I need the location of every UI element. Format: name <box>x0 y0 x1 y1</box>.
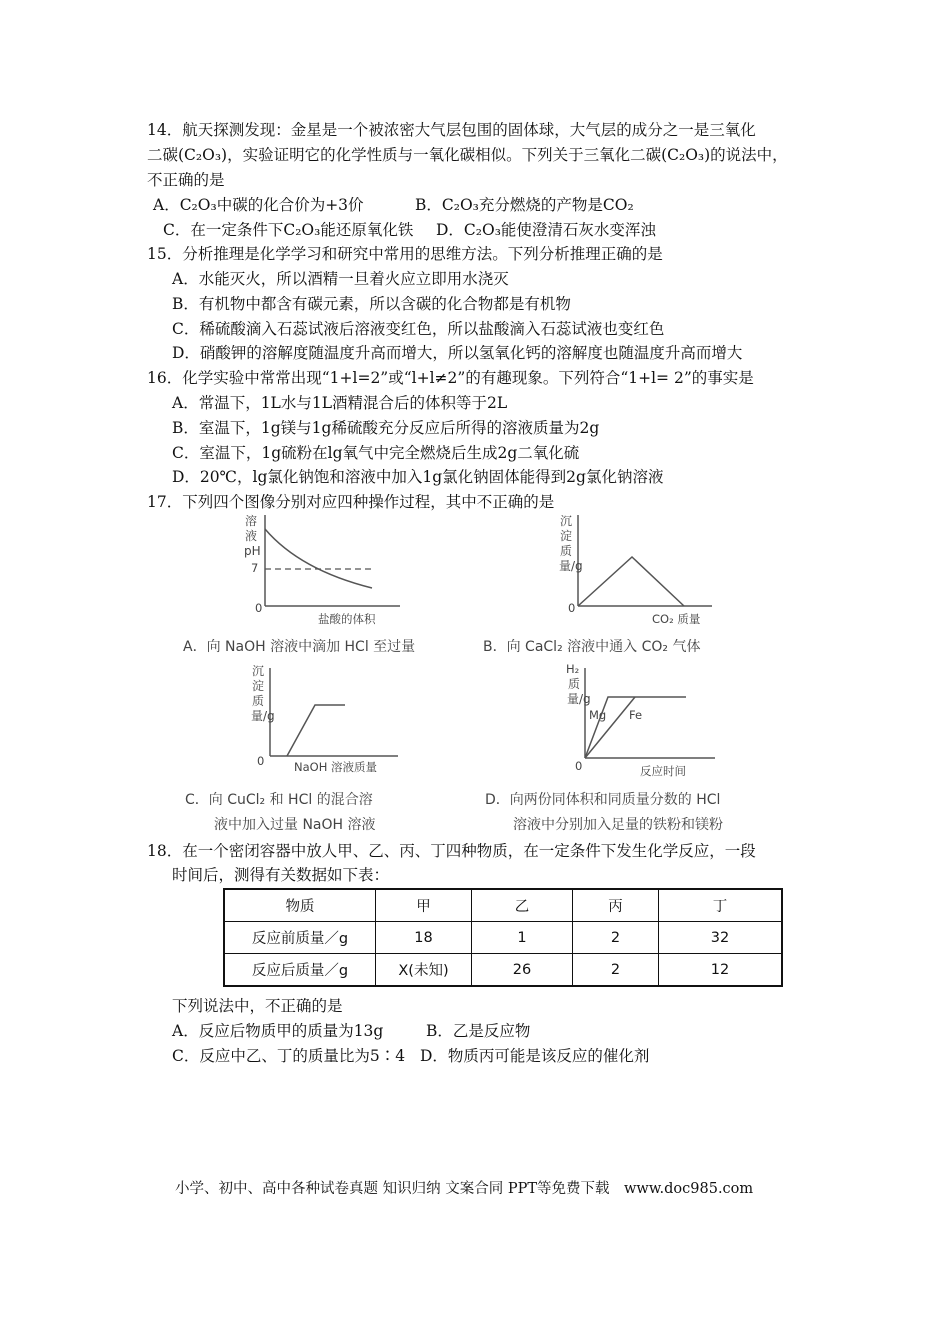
table-cell: 反应前质量／g <box>224 922 376 954</box>
table-header-cell: 乙 <box>472 889 573 922</box>
figure-b-caption: B．向 CaCl₂ 溶液中通入 CO₂ 气体 <box>483 639 701 655</box>
q14-option-a: A．C₂O₃中碳的化合价为+3价 <box>153 196 364 214</box>
figure-c-origin: 0 <box>257 754 265 768</box>
q14-option-d: D．C₂O₃能使澄清石灰水变浑浊 <box>436 221 656 239</box>
figure-d-xlabel: 反应时间 <box>640 764 686 778</box>
q16-option-a: A．常温下，1L水与1L酒精混合后的体积等于2L <box>172 394 508 412</box>
figure-a-ref-7: 7 <box>251 561 259 575</box>
figure-d-ylabel-top: H₂ <box>566 662 580 676</box>
q18-line-2: 时间后，测得有关数据如下表： <box>172 866 390 884</box>
table-cell: 反应后质量／g <box>224 954 376 987</box>
q18-line-1: 18．在一个密闭容器中放人甲、乙、丙、丁四种物质，在一定条件下发生化学反应，一段 <box>147 842 756 860</box>
table-header-cell: 甲 <box>376 889 472 922</box>
figure-a-ylabel: 溶液pH <box>244 514 261 558</box>
table-cell: 2 <box>573 922 659 954</box>
q17-stem: 17．下列四个图像分别对应四种操作过程，其中不正确的是 <box>147 493 555 511</box>
figure-c-xlabel: NaOH 溶液质量 <box>294 760 378 774</box>
q15-option-c: C．稀硫酸滴入石蕊试液后溶液变红色，所以盐酸滴入石蕊试液也变红色 <box>172 320 665 338</box>
table-row <box>224 922 782 954</box>
figure-a-caption: A．向 NaOH 溶液中滴加 HCl 至过量 <box>183 639 416 655</box>
table-header-row <box>224 889 782 922</box>
table-cell: X(未知) <box>376 954 472 987</box>
table-header-cell: 物质 <box>224 889 376 922</box>
table-header-cell: 丁 <box>659 889 783 922</box>
figure-d-ylabel: 质量/g <box>567 677 591 706</box>
figure-c-ylabel: 沉淀质量/g <box>251 664 275 723</box>
q16-stem: 16．化学实验中常常出现“1+l=2”或“l+l≠2”的有趣现象。下列符合“1+l= 2”的事实是 <box>147 369 754 387</box>
page-footer: 小学、初中、高中各种试卷真题 知识归纳 文案合同 PPT等免费下载 www.doc985.com <box>175 1181 754 1197</box>
q14-option-c: C．在一定条件下C₂O₃能还原氧化铁 <box>163 221 414 239</box>
q14-line-1: 14．航天探测发现：金星是一个被浓密大气层包围的固体球，大气层的成分之一是三氧化 <box>147 121 756 139</box>
q18-option-d: D．物质丙可能是该反应的催化剂 <box>420 1047 650 1065</box>
q18-after-table: 下列说法中，不正确的是 <box>172 997 343 1015</box>
mg-line <box>585 697 686 758</box>
q14-option-b: B．C₂O₃充分燃烧的产物是CO₂ <box>415 196 634 214</box>
q16-option-b: B．室温下，1g镁与1g稀硫酸充分反应后所得的溶液质量为2g <box>172 419 600 437</box>
table-cell: 2 <box>573 954 659 987</box>
q14-line-3: 不正确的是 <box>147 171 225 189</box>
q16-option-c: C．室温下，1g硫粉在lg氧气中完全燃烧后生成2g二氧化硫 <box>172 444 580 462</box>
q18-option-b: B．乙是反应物 <box>426 1022 531 1040</box>
figure-b-origin: 0 <box>568 601 576 615</box>
figure-d-fe-label: Fe <box>629 708 643 722</box>
fe-line <box>585 697 635 758</box>
table-row <box>224 954 782 987</box>
figure-b-xlabel: CO₂ 质量 <box>652 612 701 626</box>
q18-option-c: C．反应中乙、丁的质量比为5∶4 <box>172 1047 406 1065</box>
table-cell: 1 <box>472 922 573 954</box>
q15-stem: 15．分析推理是化学学习和研究中常用的思维方法。下列分析推理正确的是 <box>147 245 663 263</box>
table-cell: 26 <box>472 954 573 987</box>
table-cell: 18 <box>376 922 472 954</box>
q15-option-d: D．硝酸钾的溶解度随温度升高而增大，所以氢氧化钙的溶解度也随温度升高而增大 <box>172 344 743 362</box>
figure-c-caption-1: C．向 CuCl₂ 和 HCl 的混合溶 <box>185 792 373 808</box>
q15-option-b: B．有机物中都含有碳元素，所以含碳的化合物都是有机物 <box>172 295 571 313</box>
figure-d-origin: 0 <box>575 759 583 773</box>
figure-d-mg-label: Mg <box>589 708 607 722</box>
figure-d-caption-1: D．向两份同体积和同质量分数的 HCl <box>485 792 721 808</box>
figure-c-caption-2: 液中加入过量 NaOH 溶液 <box>214 817 376 833</box>
mass-data-table <box>223 888 783 987</box>
q16-option-d: D．20℃，lg氯化钠饱和溶液中加入1g氯化钠固体能得到2g氯化钠溶液 <box>172 468 664 486</box>
table-cell: 12 <box>659 954 783 987</box>
figure-a-origin: 0 <box>255 601 263 615</box>
figure-b-ylabel: 沉淀质量/g <box>559 514 583 573</box>
figure-a-xlabel: 盐酸的体积 <box>318 612 376 626</box>
q14-line-2: 二碳(C₂O₃)，实验证明它的化学性质与一氧化碳相似。下列关于三氧化二碳(C₂O₃)的说法中， <box>147 146 788 164</box>
table-cell: 32 <box>659 922 783 954</box>
q15-option-a: A．水能灭火，所以酒精一旦着火应立即用水浇灭 <box>172 270 509 288</box>
table-header-cell: 丙 <box>573 889 659 922</box>
figure-d-caption-2: 溶液中分别加入足量的铁粉和镁粉 <box>513 817 723 833</box>
q18-option-a: A．反应后物质甲的质量为13g <box>172 1022 384 1040</box>
